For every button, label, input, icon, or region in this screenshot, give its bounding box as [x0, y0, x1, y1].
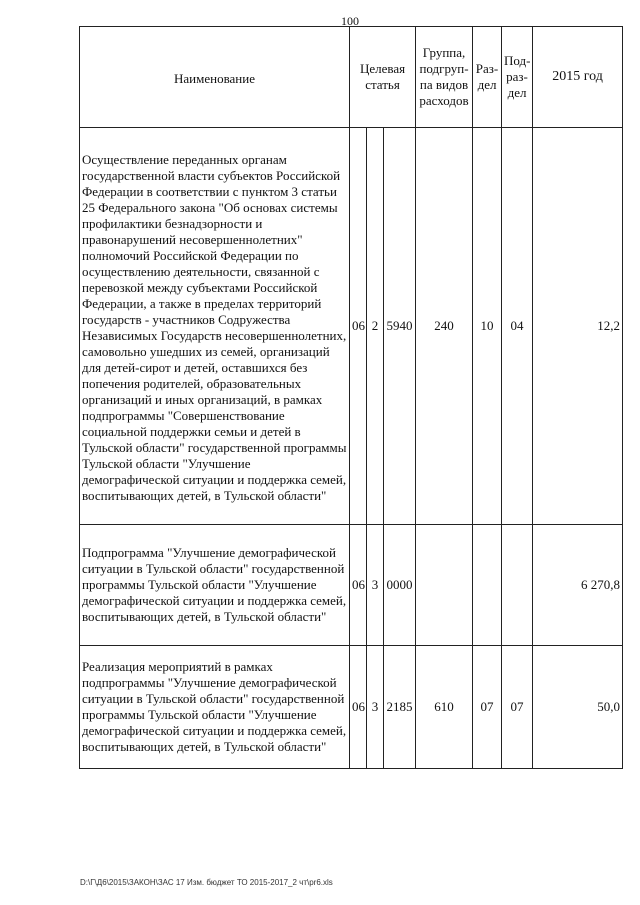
table-row — [80, 128, 623, 525]
target-subprogram-code: 2 — [367, 128, 384, 525]
header-row — [80, 27, 623, 128]
section-code: 07 — [473, 646, 502, 769]
amount-2015: 6 270,8 — [533, 525, 623, 646]
header-section: Раз-дел — [473, 27, 502, 128]
budget-table — [79, 26, 623, 769]
header-name: Наименование — [80, 27, 350, 128]
target-subprogram-code: 3 — [367, 525, 384, 646]
section-code — [473, 525, 502, 646]
target-program-code: 06 — [350, 128, 367, 525]
target-subprogram-code: 3 — [367, 646, 384, 769]
section-code: 10 — [473, 128, 502, 525]
amount-2015: 50,0 — [533, 646, 623, 769]
expense-group-code: 240 — [416, 128, 473, 525]
target-direction-code: 2185 — [384, 646, 416, 769]
header-year: 2015 год — [533, 27, 623, 128]
header-expense-group: Группа, подгруп-па видов расходов — [416, 27, 473, 128]
table-row — [80, 525, 623, 646]
row-name: Осуществление переданных органам государственной власти субъектов Российской Федерации в соответствии с пунктом 3 статьи 25 Федерального закона "Об основах системы профилактики безнадзорности и правонарушений несовершеннолетних" полномочий Российской Федерации по осуществлению деятельности, связанной с перевозкой между субъектами Российской Федерации, а также в пределах территорий государств - участников Содружества Независимых Государств несовершеннолетних, самовольно ушедших из семей, организаций для детей-сирот и детей, оставшихся без попечения родителей, образовательных организаций и иных организаций, в рамках подпрограммы "Совершенствование социальной поддержки семьи и детей в Тульской области" государственной программы Тульской области "Улучшение демографической ситуации и поддержка семей, воспитывающих детей, в Тульской области" — [80, 128, 350, 525]
amount-2015: 12,2 — [533, 128, 623, 525]
header-target-item: Целевая статья — [350, 27, 416, 128]
row-name: Реализация мероприятий в рамках подпрограммы "Улучшение демографической ситуации в Тульской области" государственной программы Тульской области "Улучшение демографической ситуации и поддержка семей, воспитывающих детей, в Тульской области" — [80, 646, 350, 769]
file-path-footer: D:\Г\Д6\2015\ЗАКОН\ЗАС 17 Изм. бюджет ТО 2015-2017_2 чт\pr6.xls — [80, 878, 333, 887]
subsection-code: 04 — [502, 128, 533, 525]
row-name: Подпрограмма "Улучшение демографической ситуации в Тульской области" государственной программы Тульской области "Улучшение демографической ситуации и поддержка семей, воспитывающих детей, в Тульской области" — [80, 525, 350, 646]
table-row — [80, 646, 623, 769]
header-subsection: Под-раз-дел — [502, 27, 533, 128]
subsection-code — [502, 525, 533, 646]
target-direction-code: 0000 — [384, 525, 416, 646]
target-program-code: 06 — [350, 646, 367, 769]
expense-group-code — [416, 525, 473, 646]
subsection-code: 07 — [502, 646, 533, 769]
target-direction-code: 5940 — [384, 128, 416, 525]
target-program-code: 06 — [350, 525, 367, 646]
expense-group-code: 610 — [416, 646, 473, 769]
page-number: 100 — [341, 14, 359, 28]
